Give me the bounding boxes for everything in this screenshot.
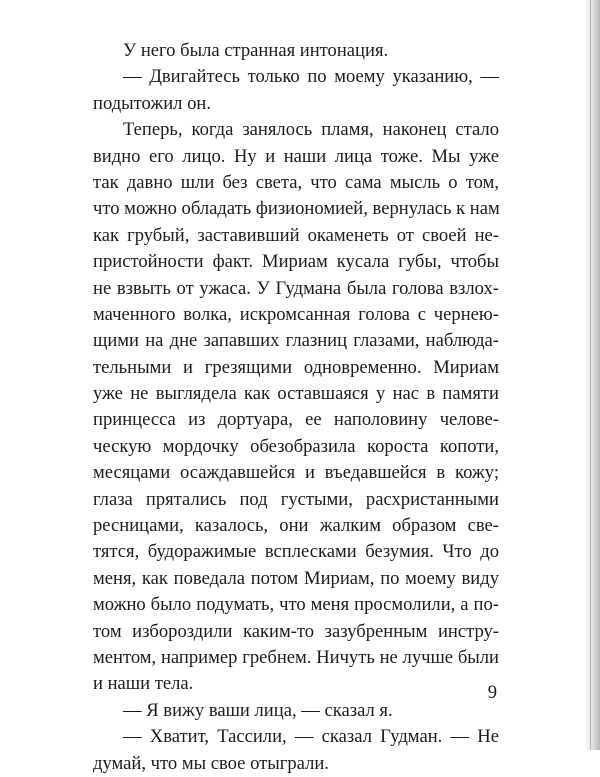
text-line: — Хватит, Тассили, — сказал Гудман. — Не [123, 726, 499, 748]
text-line: ческую мордочку обезобразила короста копоти, [93, 435, 499, 457]
text-line: Теперь, когда занялось пламя, наконец стало [123, 119, 499, 141]
text-line: так давно шли без света, что сама мысль о том, [93, 171, 499, 193]
text-line: как грубый, заставивший окаменеть от своей не- [93, 224, 499, 246]
book-spine-edge [590, 0, 591, 750]
text-line: пристойности факт. Мириам кусала губы, чтобы [93, 251, 499, 273]
text-line: тельными и грезящими одновременно. Мириам [93, 356, 499, 378]
text-line: ментом, например гребнем. Ничуть не лучше были [93, 646, 499, 668]
text-line: подытожил он. [93, 92, 211, 114]
page-number: 9 [487, 682, 497, 703]
text-line: уже не выглядела как оставшаяся у нас в памяти [93, 383, 499, 405]
book-spine-shadow [584, 0, 600, 750]
text-line: — Двигайтесь только по моему указанию, — [123, 66, 499, 88]
text-line: и наши тела. [93, 673, 194, 695]
page-text-block [93, 38, 499, 777]
text-line: У него была странная интонация. [123, 40, 389, 61]
text-line: не взвыть от ужаса. У Гудмана была голова взлох- [93, 277, 499, 299]
text-line: том избороздили каким-то зазубренным инстру- [93, 620, 499, 642]
text-line: что можно обладать физиономией, вернулась к нам [93, 198, 500, 220]
text-line: видно его лицо. Ну и наши лица тоже. Мы уже [93, 145, 499, 167]
text-line: месяцами осаждавшейся и въедавшейся в кожу; [93, 462, 499, 484]
text-line: глаза прятались под густыми, расхристанными [93, 488, 499, 510]
text-line: — Я вижу ваши лица, — сказал я. [123, 699, 393, 721]
text-line: принцесса из дортуара, ее наполовину челове- [93, 409, 499, 431]
text-line: маченного волка, искромсанная голова с чернею- [93, 303, 499, 325]
text-line: щими на дне запавших глазниц глазами, наблюда- [93, 330, 499, 352]
text-line: меня, как поведала потом Мириам, по моему виду [93, 567, 499, 589]
text-line: думай, что мы свое отыграли. [93, 752, 329, 774]
text-line: тятся, будоражимые всплесками безумия. Что до [93, 541, 499, 563]
text-line: ресницами, казалось, они жалким образом све- [93, 515, 499, 537]
text-line: можно было подумать, что меня просмолили, а по- [93, 594, 499, 616]
